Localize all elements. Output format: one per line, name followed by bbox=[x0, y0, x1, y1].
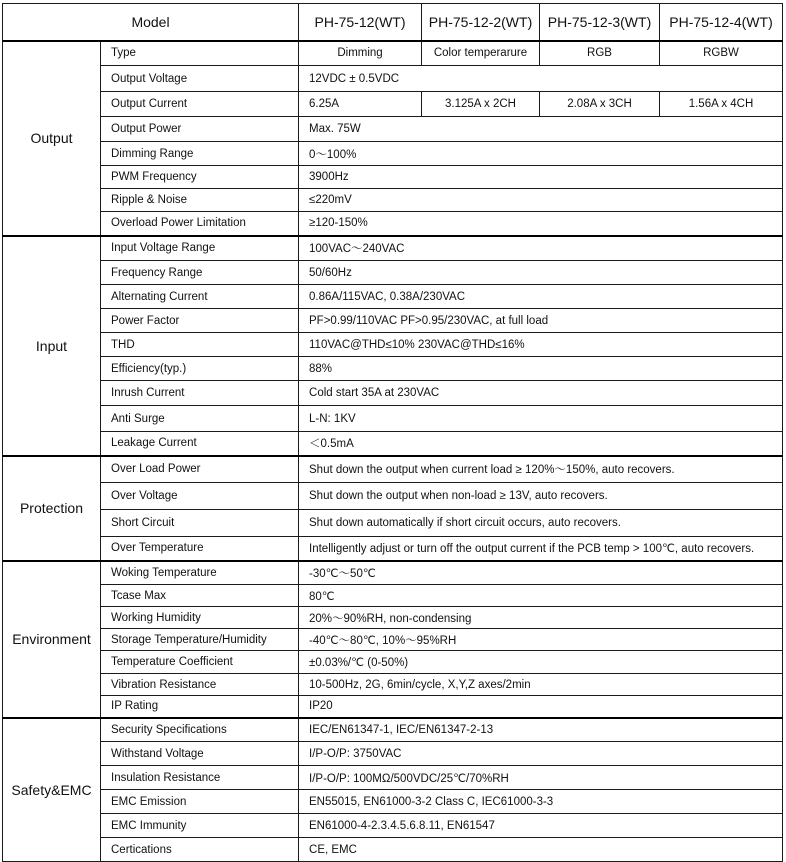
table-row bbox=[3, 333, 783, 357]
current-2: 3.125A x 2CH bbox=[422, 92, 540, 117]
table-row bbox=[3, 66, 783, 92]
row-label: Output Current bbox=[101, 92, 299, 117]
table-row bbox=[3, 629, 783, 651]
row-value: IP20 bbox=[299, 696, 783, 718]
table-row bbox=[3, 814, 783, 838]
row-label: Dimming Range bbox=[101, 142, 299, 166]
group-environment: Environment bbox=[3, 561, 101, 718]
row-value: ＜0.5mA bbox=[299, 432, 783, 456]
row-value: I/P-O/P: 100MΩ/500VDC/25℃/70%RH bbox=[299, 766, 783, 790]
row-value: PF>0.99/110VAC PF>0.95/230VAC, at full load bbox=[299, 309, 783, 333]
row-label: Alternating Current bbox=[101, 285, 299, 309]
table-row bbox=[3, 607, 783, 629]
table-row bbox=[3, 92, 783, 117]
row-value: Intelligently adjust or turn off the output current if the PCB temp > 100℃, auto recovers. bbox=[299, 537, 783, 561]
row-label: Inrush Current bbox=[101, 381, 299, 406]
row-value: IEC/EN61347-1, IEC/EN61347-2-13 bbox=[299, 718, 783, 742]
table-row bbox=[3, 41, 783, 66]
row-value: 0.86A/115VAC, 0.38A/230VAC bbox=[299, 285, 783, 309]
row-label: Withstand Voltage bbox=[101, 742, 299, 766]
row-label: Vibration Resistance bbox=[101, 674, 299, 696]
table-row bbox=[3, 537, 783, 561]
table-row bbox=[3, 561, 783, 585]
table-row bbox=[3, 212, 783, 236]
row-label: Woking Temperature bbox=[101, 561, 299, 585]
row-label: Output Voltage bbox=[101, 66, 299, 92]
table-row bbox=[3, 585, 783, 607]
row-label: Working Humidity bbox=[101, 607, 299, 629]
row-label: Over Voltage bbox=[101, 483, 299, 510]
row-label: EMC Emission bbox=[101, 790, 299, 814]
table-row bbox=[3, 406, 783, 432]
model-2: PH-75-12-2(WT) bbox=[422, 4, 540, 41]
row-label: Over Load Power bbox=[101, 456, 299, 483]
header-row bbox=[3, 4, 783, 41]
table-row bbox=[3, 696, 783, 718]
group-protection: Protection bbox=[3, 456, 101, 561]
row-label: IP Rating bbox=[101, 696, 299, 718]
row-label: Temperature Coefficient bbox=[101, 651, 299, 674]
current-4: 1.56A x 4CH bbox=[660, 92, 783, 117]
row-label: Ripple & Noise bbox=[101, 189, 299, 212]
row-value: ±0.03%/℃ (0-50%) bbox=[299, 651, 783, 674]
model-header: Model bbox=[3, 4, 299, 41]
row-value: Shut down the output when current load ≥ 120%～150%, auto recovers. bbox=[299, 456, 783, 483]
type-4: RGBW bbox=[660, 41, 783, 66]
row-value: 12VDC ± 0.5VDC bbox=[299, 66, 783, 92]
model-1: PH-75-12(WT) bbox=[299, 4, 422, 41]
table-row bbox=[3, 261, 783, 285]
table-row bbox=[3, 838, 783, 862]
row-value: 88% bbox=[299, 357, 783, 381]
current-3: 2.08A x 3CH bbox=[540, 92, 660, 117]
row-label: Over Temperature bbox=[101, 537, 299, 561]
row-label: Certications bbox=[101, 838, 299, 862]
row-value: 110VAC@THD≤10% 230VAC@THD≤16% bbox=[299, 333, 783, 357]
table-row bbox=[3, 766, 783, 790]
row-value: 20%～90%RH, non-condensing bbox=[299, 607, 783, 629]
row-value: EN61000-4-2.3.4.5.6.8.11, EN61547 bbox=[299, 814, 783, 838]
row-value: ≥120-150% bbox=[299, 212, 783, 236]
row-label: Leakage Current bbox=[101, 432, 299, 456]
table-row bbox=[3, 166, 783, 189]
table-row bbox=[3, 189, 783, 212]
table-row bbox=[3, 718, 783, 742]
row-label: Output Power bbox=[101, 117, 299, 142]
row-value: Shut down automatically if short circuit occurs, auto recovers. bbox=[299, 510, 783, 537]
table-row bbox=[3, 309, 783, 333]
current-1: 6.25A bbox=[299, 92, 422, 117]
table-row bbox=[3, 142, 783, 166]
table-row bbox=[3, 285, 783, 309]
row-label: Frequency Range bbox=[101, 261, 299, 285]
row-value: 80℃ bbox=[299, 585, 783, 607]
table-row bbox=[3, 456, 783, 483]
table-row bbox=[3, 674, 783, 696]
table-row bbox=[3, 510, 783, 537]
table-row bbox=[3, 117, 783, 142]
row-label: Tcase Max bbox=[101, 585, 299, 607]
row-value: CE, EMC bbox=[299, 838, 783, 862]
table-row bbox=[3, 742, 783, 766]
row-value: I/P-O/P: 3750VAC bbox=[299, 742, 783, 766]
row-value: 10-500Hz, 2G, 6min/cycle, X,Y,Z axes/2min bbox=[299, 674, 783, 696]
row-label: EMC Immunity bbox=[101, 814, 299, 838]
row-value: 100VAC～240VAC bbox=[299, 236, 783, 261]
type-1: Dimming bbox=[299, 41, 422, 66]
model-4: PH-75-12-4(WT) bbox=[660, 4, 783, 41]
type-3: RGB bbox=[540, 41, 660, 66]
row-value: -30℃～50℃ bbox=[299, 561, 783, 585]
row-value: 50/60Hz bbox=[299, 261, 783, 285]
row-label: PWM Frequency bbox=[101, 166, 299, 189]
group-safety-emc: Safety&EMC bbox=[3, 718, 101, 862]
row-value: L-N: 1KV bbox=[299, 406, 783, 432]
row-label: Security Specifications bbox=[101, 718, 299, 742]
row-label: Short Circuit bbox=[101, 510, 299, 537]
row-label: Power Factor bbox=[101, 309, 299, 333]
table-row bbox=[3, 483, 783, 510]
row-label: Anti Surge bbox=[101, 406, 299, 432]
row-label: Storage Temperature/Humidity bbox=[101, 629, 299, 651]
row-value: EN55015, EN61000-3-2 Class C, IEC61000-3-3 bbox=[299, 790, 783, 814]
row-value: 0～100% bbox=[299, 142, 783, 166]
table-row bbox=[3, 357, 783, 381]
table-row bbox=[3, 790, 783, 814]
row-value: ≤220mV bbox=[299, 189, 783, 212]
group-input: Input bbox=[3, 236, 101, 456]
group-output: Output bbox=[3, 41, 101, 236]
model-3: PH-75-12-3(WT) bbox=[540, 4, 660, 41]
table-row bbox=[3, 381, 783, 406]
row-label: THD bbox=[101, 333, 299, 357]
row-label: Type bbox=[101, 41, 299, 66]
row-label: Overload Power Limitation bbox=[101, 212, 299, 236]
row-value: Shut down the output when non-load ≥ 13V, auto recovers. bbox=[299, 483, 783, 510]
row-label: Insulation Resistance bbox=[101, 766, 299, 790]
spec-table bbox=[2, 3, 783, 862]
row-value: Max. 75W bbox=[299, 117, 783, 142]
row-value: Cold start 35A at 230VAC bbox=[299, 381, 783, 406]
type-2: Color temperarure bbox=[422, 41, 540, 66]
table-row bbox=[3, 651, 783, 674]
row-label: Efficiency(typ.) bbox=[101, 357, 299, 381]
table-row bbox=[3, 236, 783, 261]
row-label: Input Voltage Range bbox=[101, 236, 299, 261]
table-row bbox=[3, 432, 783, 456]
row-value: -40℃～80℃, 10%～95%RH bbox=[299, 629, 783, 651]
row-value: 3900Hz bbox=[299, 166, 783, 189]
